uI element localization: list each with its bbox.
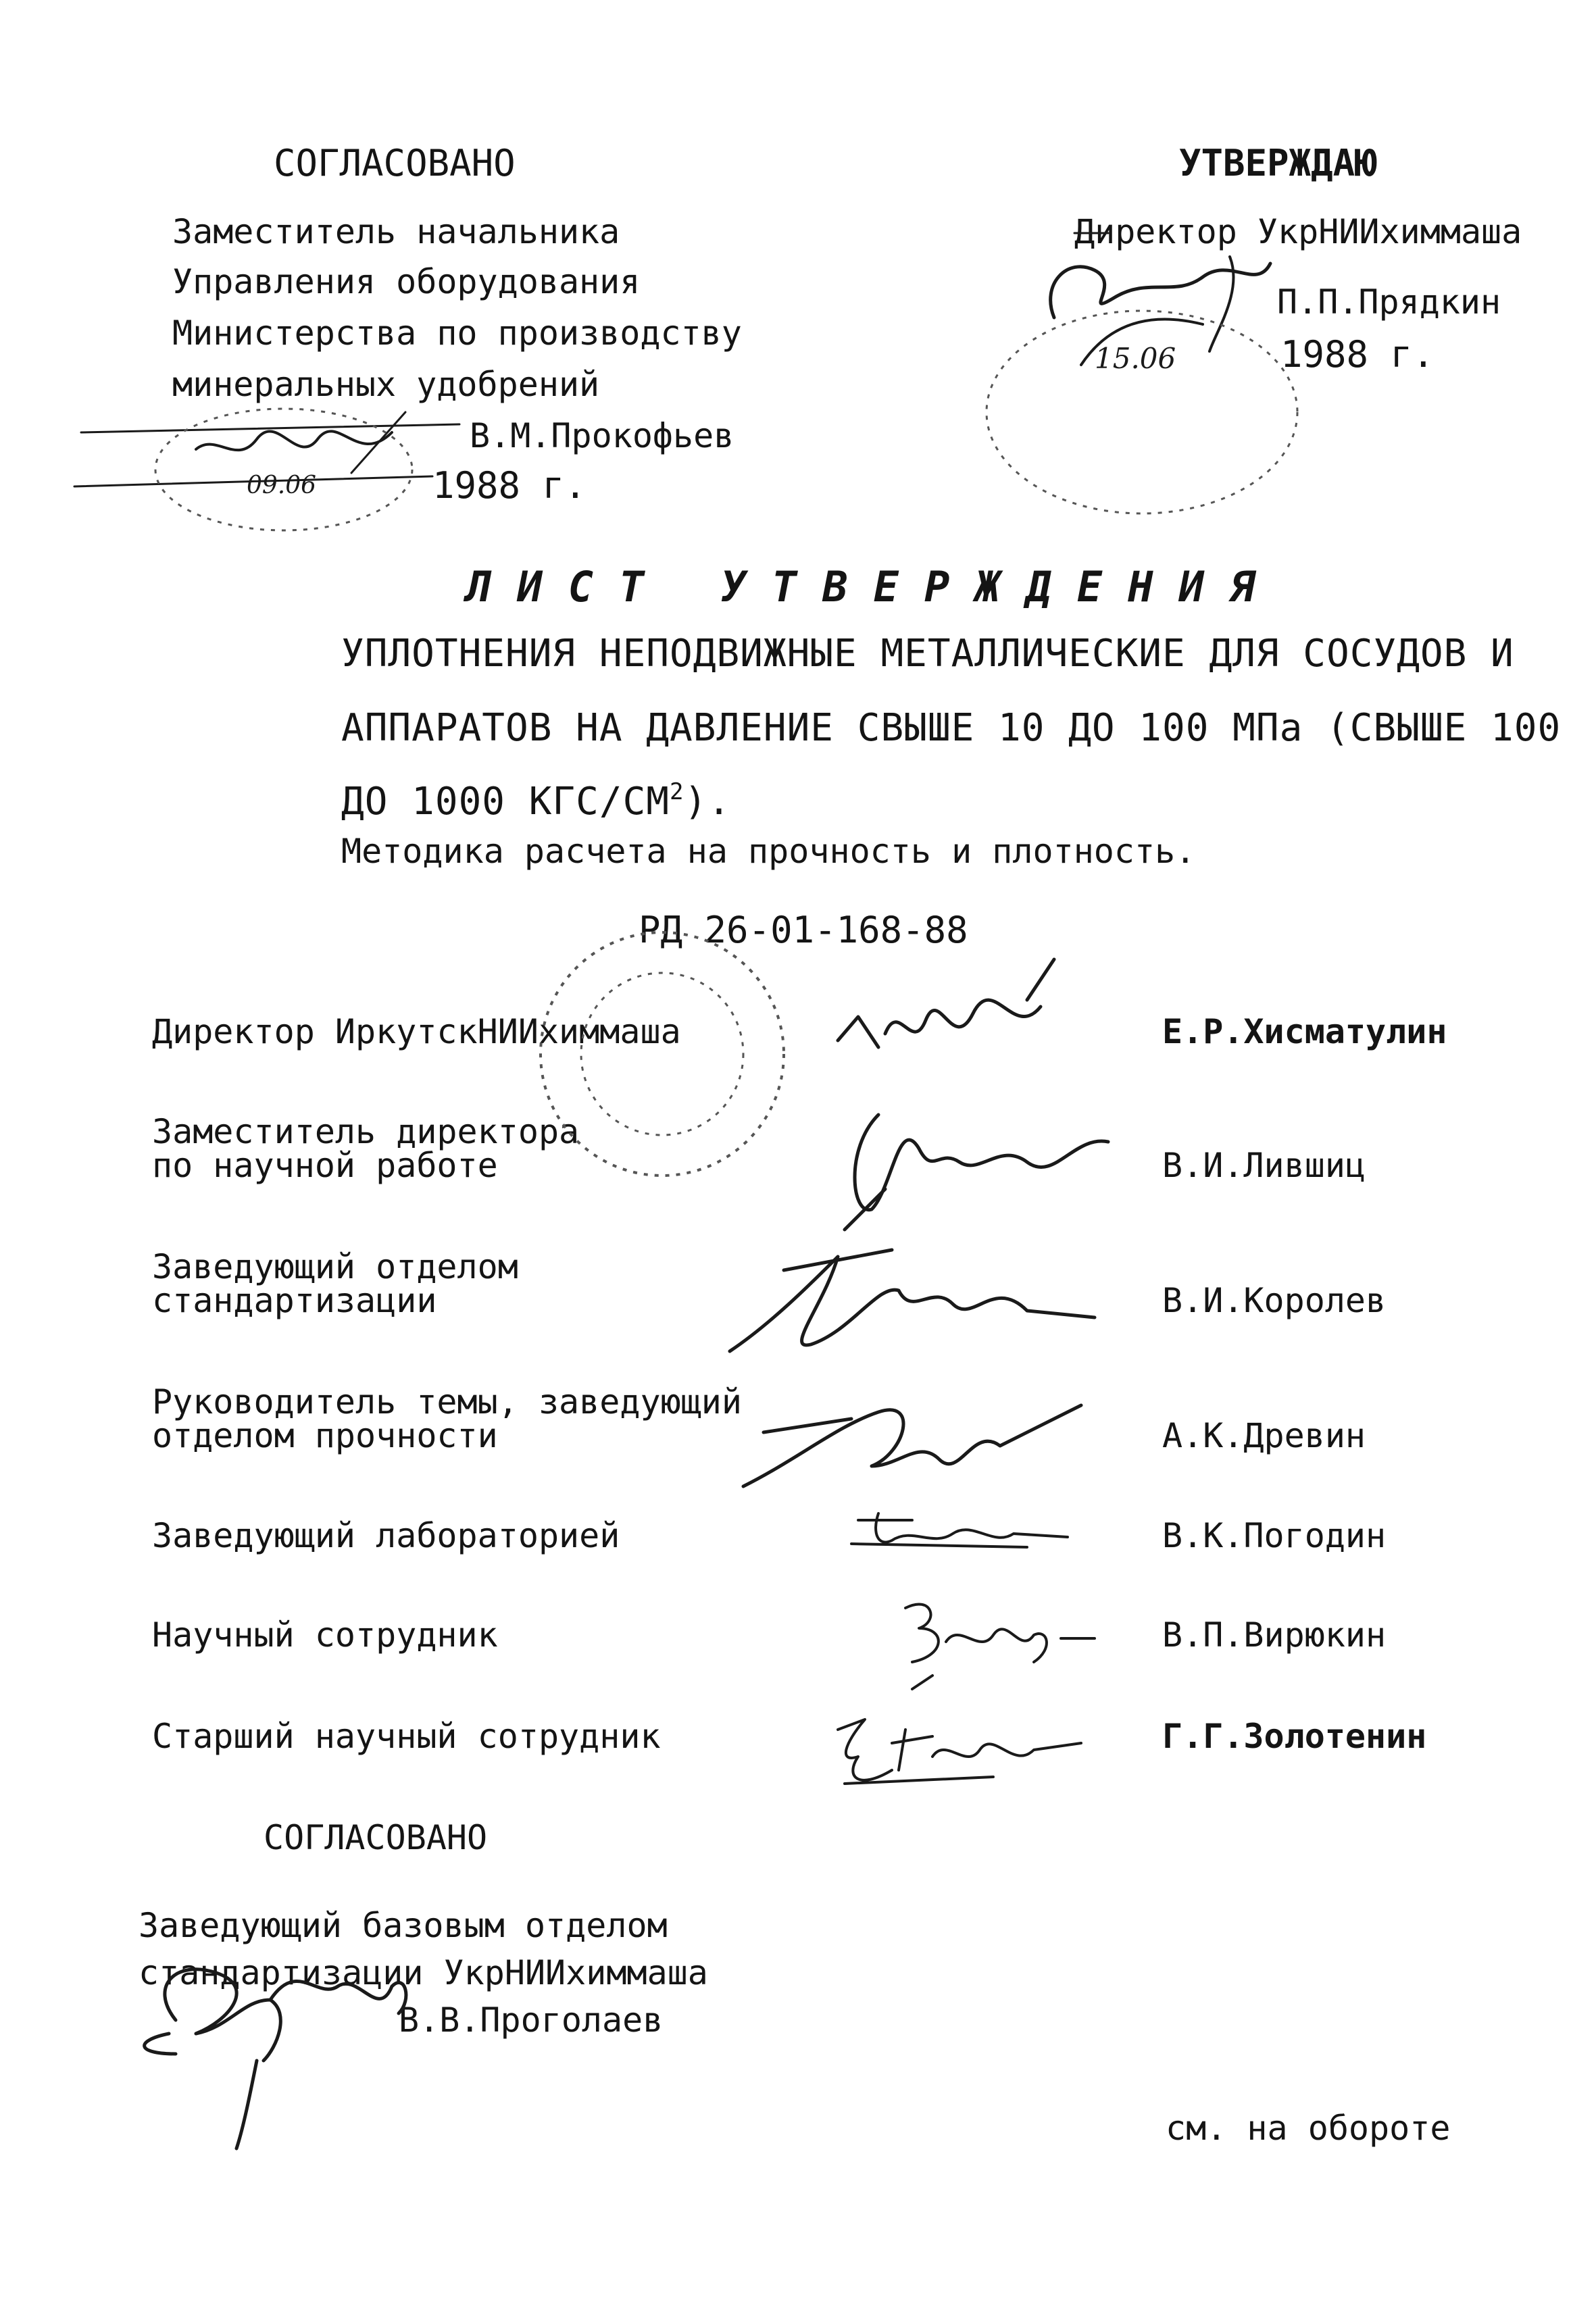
subject-line-3-text: ДО 1000 КГС/СМ bbox=[341, 780, 670, 824]
signatory-7-position: Старший научный сотрудник bbox=[152, 1717, 661, 1756]
signature-korolev bbox=[730, 1250, 1095, 1351]
subject-line-3-tail: ). bbox=[684, 780, 731, 824]
signature-drevin bbox=[743, 1405, 1081, 1486]
left-stamp bbox=[155, 409, 412, 530]
signatory-3-position-line-2: стандартизации bbox=[152, 1281, 437, 1320]
subject-superscript: 2 bbox=[670, 778, 684, 805]
signatory-3-name: В.И.Королев bbox=[1162, 1281, 1387, 1320]
signature-viryukin bbox=[905, 1604, 1095, 1689]
approval-bottom-line-1: Заведующий базовым отделом bbox=[139, 1906, 668, 1945]
signatory-1-name: Е.Р.Хисматулин bbox=[1162, 1012, 1447, 1051]
footer-note: см. на обороте bbox=[1166, 2109, 1451, 2148]
document-number: РД 26-01-168-88 bbox=[639, 909, 968, 951]
subject-line-2: АППАРАТОВ НА ДАВЛЕНИЕ СВЫШЕ 10 ДО 100 МПа (СВЫШЕ 100 bbox=[341, 706, 1562, 750]
approval-right-year: 1988 г. bbox=[1280, 333, 1435, 376]
signatory-6-position: Научный сотрудник bbox=[152, 1615, 498, 1655]
signatory-7-name: Г.Г.Золотенин bbox=[1162, 1717, 1427, 1756]
pryadkin-date-handwritten: 15.06 bbox=[1095, 342, 1176, 375]
subject-line-4: Методика расчета на прочность и плотность. bbox=[341, 832, 1196, 871]
approval-left-heading: СОГЛАСОВАНО bbox=[274, 142, 516, 184]
prokofiev-signature bbox=[74, 412, 459, 499]
signature-pogodin bbox=[851, 1513, 1068, 1547]
signatory-2-position-line-2: по научной работе bbox=[152, 1146, 498, 1185]
approval-bottom-line-2: стандартизации УкрНИИхиммаша bbox=[139, 1953, 708, 1992]
signatory-3-position-line-1: Заведующий отделом bbox=[152, 1247, 518, 1286]
approval-left-year: 1988 г. bbox=[432, 464, 587, 507]
pryadkin-signature bbox=[1051, 233, 1270, 375]
signatory-5-position: Заведующий лабораторией bbox=[152, 1516, 620, 1555]
institute-stamp-inner bbox=[581, 973, 743, 1135]
signatory-2-position-line-1: Заместитель директора bbox=[152, 1112, 580, 1151]
signatory-2-name: В.И.Лившиц bbox=[1162, 1146, 1366, 1185]
right-stamp bbox=[987, 311, 1297, 513]
signature-livshits bbox=[845, 1115, 1108, 1230]
signatory-5-name: В.К.Погодин bbox=[1162, 1516, 1387, 1555]
signatory-4-position-line-2: отделом прочности bbox=[152, 1416, 498, 1455]
signatory-1-position: Директор ИркутскНИИхиммаша bbox=[152, 1012, 681, 1051]
approval-right-signer: П.П.Прядкин bbox=[1277, 282, 1501, 322]
signature-zolotenin bbox=[838, 1719, 1081, 1784]
signature-progolaev bbox=[145, 1969, 406, 2148]
signature-khismatulin bbox=[838, 959, 1054, 1047]
approval-left-line-4: минеральных удобрений bbox=[172, 365, 600, 404]
approval-right-heading: УТВЕРЖДАЮ bbox=[1179, 142, 1377, 184]
signatory-6-name: В.П.Вирюкин bbox=[1162, 1615, 1387, 1655]
approval-left-line-2: Управления оборудования bbox=[172, 262, 641, 301]
approval-left-signer: В.М.Прокофьев bbox=[470, 416, 734, 455]
subject-line-1: УПЛОТНЕНИЯ НЕПОДВИЖНЫЕ МЕТАЛЛИЧЕСКИЕ ДЛЯ СОСУДОВ И bbox=[341, 632, 1514, 676]
institute-stamp bbox=[541, 932, 784, 1176]
signatory-4-name: А.К.Древин bbox=[1162, 1416, 1366, 1455]
approval-left-line-1: Заместитель начальника bbox=[172, 212, 620, 251]
approval-right-position: Директор УкрНИИхиммаша bbox=[1074, 212, 1522, 251]
page-title: ЛИСТ УТВЕРЖДЕНИЯ bbox=[466, 562, 1281, 611]
approval-left-line-3: Министерства по производству bbox=[172, 313, 742, 353]
approval-bottom-heading: СОГЛАСОВАНО bbox=[264, 1818, 488, 1857]
approval-bottom-signer: В.В.Проголаев bbox=[399, 2001, 664, 2040]
prokofiev-date-handwritten: 09.06 bbox=[247, 472, 317, 499]
signatory-4-position-line-1: Руководитель темы, заведующий bbox=[152, 1382, 742, 1422]
